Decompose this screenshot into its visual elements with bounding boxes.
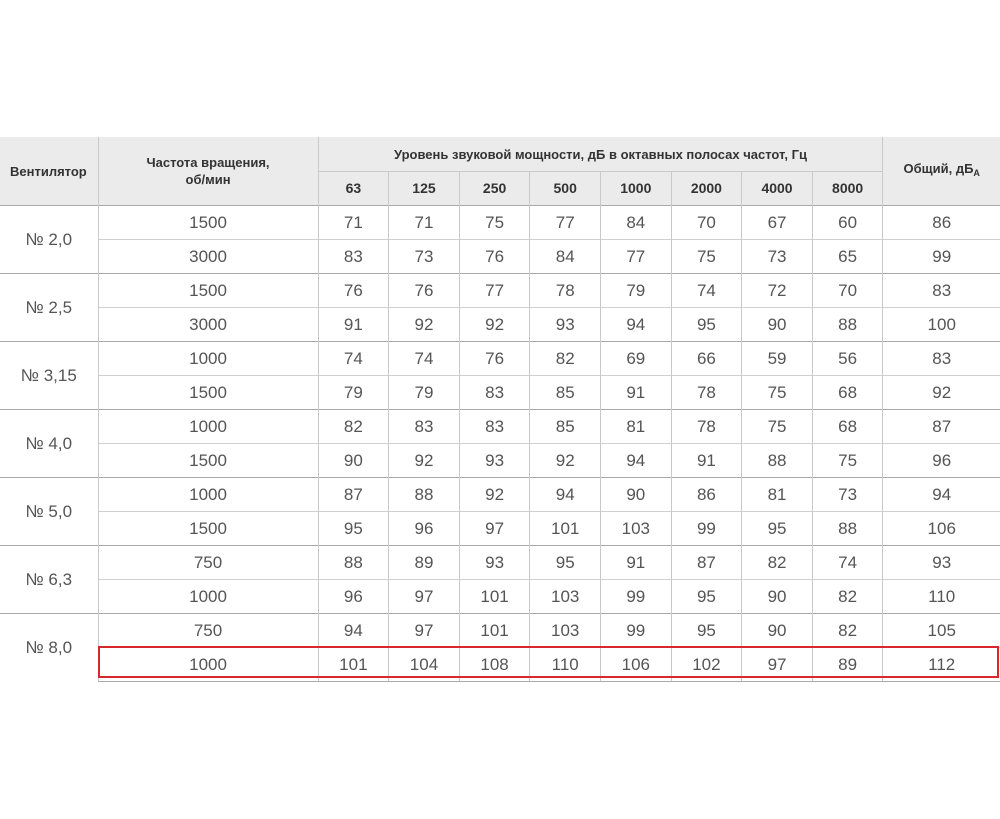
table-row	[0, 546, 1000, 580]
sound-level-cell: 88	[742, 444, 813, 478]
sound-level-cell: 92	[389, 444, 460, 478]
sound-level-cell: 81	[742, 478, 813, 512]
header-band: 500	[530, 172, 601, 206]
total-cell: 94	[883, 478, 1000, 512]
sound-level-cell: 95	[671, 614, 742, 648]
sound-level-cell: 97	[389, 580, 460, 614]
sound-level-cell: 95	[742, 512, 813, 546]
sound-level-cell: 95	[671, 580, 742, 614]
total-cell: 83	[883, 274, 1000, 308]
sound-level-cell: 75	[742, 410, 813, 444]
rpm-cell: 1500	[98, 444, 318, 478]
header-sound-group: Уровень звуковой мощности, дБ в октавных полосах частот, Гц	[318, 137, 883, 172]
sound-level-cell: 89	[812, 648, 883, 682]
sound-power-table-container	[0, 137, 1000, 682]
sound-level-cell: 85	[530, 376, 601, 410]
sound-level-cell: 99	[671, 512, 742, 546]
sound-level-cell: 67	[742, 206, 813, 240]
sound-level-cell: 95	[318, 512, 389, 546]
sound-level-cell: 77	[530, 206, 601, 240]
sound-level-cell: 60	[812, 206, 883, 240]
sound-level-cell: 87	[671, 546, 742, 580]
sound-level-cell: 73	[812, 478, 883, 512]
sound-level-cell: 59	[742, 342, 813, 376]
sound-level-cell: 103	[530, 580, 601, 614]
header-band: 250	[459, 172, 530, 206]
table-row	[0, 376, 1000, 410]
total-cell: 87	[883, 410, 1000, 444]
sound-level-cell: 101	[459, 580, 530, 614]
table-row	[0, 512, 1000, 546]
fan-model-cell: № 6,3	[0, 546, 98, 614]
sound-level-cell: 103	[601, 512, 672, 546]
sound-level-cell: 97	[389, 614, 460, 648]
sound-level-cell: 95	[671, 308, 742, 342]
sound-level-cell: 94	[318, 614, 389, 648]
total-cell: 92	[883, 376, 1000, 410]
rpm-cell: 1500	[98, 206, 318, 240]
table-row	[0, 206, 1000, 240]
table-row	[0, 308, 1000, 342]
sound-level-cell: 94	[601, 308, 672, 342]
sound-level-cell: 75	[812, 444, 883, 478]
sound-level-cell: 102	[671, 648, 742, 682]
sound-level-cell: 91	[671, 444, 742, 478]
sound-level-cell: 73	[389, 240, 460, 274]
sound-level-cell: 79	[389, 376, 460, 410]
sound-level-cell: 73	[742, 240, 813, 274]
header-total	[883, 137, 1000, 206]
sound-level-cell: 96	[318, 580, 389, 614]
sound-level-cell: 90	[601, 478, 672, 512]
rpm-cell: 3000	[98, 308, 318, 342]
sound-level-cell: 106	[601, 648, 672, 682]
sound-level-cell: 75	[671, 240, 742, 274]
sound-level-cell: 81	[601, 410, 672, 444]
header-band: 63	[318, 172, 389, 206]
sound-level-cell: 104	[389, 648, 460, 682]
fan-model-cell: № 2,0	[0, 206, 98, 274]
header-total-label: Общий, дБ	[903, 161, 974, 176]
sound-level-cell: 88	[318, 546, 389, 580]
sound-level-cell: 82	[812, 580, 883, 614]
sound-level-cell: 90	[742, 580, 813, 614]
sound-level-cell: 91	[318, 308, 389, 342]
sound-level-cell: 92	[459, 478, 530, 512]
header-band: 1000	[601, 172, 672, 206]
table-row	[0, 240, 1000, 274]
sound-level-cell: 101	[459, 614, 530, 648]
total-cell: 112	[883, 648, 1000, 682]
sound-level-cell: 93	[459, 444, 530, 478]
rpm-cell: 1500	[98, 274, 318, 308]
sound-level-cell: 83	[459, 376, 530, 410]
sound-level-cell: 110	[530, 648, 601, 682]
rpm-cell: 1000	[98, 410, 318, 444]
sound-level-cell: 78	[671, 410, 742, 444]
total-cell: 100	[883, 308, 1000, 342]
sound-level-cell: 76	[459, 240, 530, 274]
sound-level-cell: 77	[459, 274, 530, 308]
sound-level-cell: 92	[459, 308, 530, 342]
total-cell: 83	[883, 342, 1000, 376]
sound-level-cell: 99	[601, 580, 672, 614]
rpm-cell: 1500	[98, 512, 318, 546]
total-cell: 110	[883, 580, 1000, 614]
sound-level-cell: 90	[742, 614, 813, 648]
sound-level-cell: 70	[812, 274, 883, 308]
sound-level-cell: 92	[389, 308, 460, 342]
sound-level-cell: 93	[530, 308, 601, 342]
header-rpm-line2: об/мин	[185, 172, 231, 187]
sound-level-cell: 77	[601, 240, 672, 274]
sound-level-cell: 82	[318, 410, 389, 444]
sound-level-cell: 74	[318, 342, 389, 376]
sound-level-cell: 68	[812, 410, 883, 444]
sound-level-cell: 65	[812, 240, 883, 274]
sound-level-cell: 97	[742, 648, 813, 682]
sound-level-cell: 95	[530, 546, 601, 580]
rpm-cell: 1000	[98, 648, 318, 682]
fan-model-cell: № 5,0	[0, 478, 98, 546]
sound-level-cell: 88	[812, 308, 883, 342]
sound-level-cell: 91	[601, 376, 672, 410]
sound-level-cell: 99	[601, 614, 672, 648]
sound-level-cell: 103	[530, 614, 601, 648]
rpm-cell: 1500	[98, 376, 318, 410]
sound-level-cell: 83	[389, 410, 460, 444]
sound-level-cell: 96	[389, 512, 460, 546]
fan-model-cell: № 3,15	[0, 342, 98, 410]
header-band: 4000	[742, 172, 813, 206]
sound-level-cell: 94	[601, 444, 672, 478]
sound-level-cell: 72	[742, 274, 813, 308]
sound-level-cell: 71	[318, 206, 389, 240]
sound-level-cell: 92	[530, 444, 601, 478]
header-band: 125	[389, 172, 460, 206]
header-band: 2000	[671, 172, 742, 206]
table-row	[0, 274, 1000, 308]
fan-model-cell: № 8,0	[0, 614, 98, 682]
sound-level-cell: 88	[389, 478, 460, 512]
fan-model-cell: № 4,0	[0, 410, 98, 478]
total-cell: 99	[883, 240, 1000, 274]
sound-level-cell: 89	[389, 546, 460, 580]
sound-level-cell: 75	[742, 376, 813, 410]
sound-level-cell: 76	[389, 274, 460, 308]
sound-level-cell: 69	[601, 342, 672, 376]
sound-level-cell: 87	[318, 478, 389, 512]
sound-level-cell: 79	[318, 376, 389, 410]
rpm-cell: 750	[98, 546, 318, 580]
header-rpm-line1: Частота вращения,	[146, 155, 270, 170]
sound-level-cell: 97	[459, 512, 530, 546]
sound-level-cell: 75	[459, 206, 530, 240]
sound-level-cell: 101	[318, 648, 389, 682]
sound-level-cell: 68	[812, 376, 883, 410]
sound-level-cell: 74	[671, 274, 742, 308]
table-header	[0, 137, 1000, 206]
sound-level-cell: 88	[812, 512, 883, 546]
total-cell: 106	[883, 512, 1000, 546]
sound-level-cell: 74	[389, 342, 460, 376]
sound-level-cell: 83	[459, 410, 530, 444]
total-cell: 96	[883, 444, 1000, 478]
rpm-cell: 1000	[98, 342, 318, 376]
rpm-cell: 1000	[98, 580, 318, 614]
sound-level-cell: 78	[671, 376, 742, 410]
sound-level-cell: 74	[812, 546, 883, 580]
sound-level-cell: 56	[812, 342, 883, 376]
header-fan: Вентилятор	[0, 137, 98, 206]
sound-level-cell: 84	[530, 240, 601, 274]
rpm-cell: 750	[98, 614, 318, 648]
sound-level-cell: 76	[318, 274, 389, 308]
sound-level-cell: 91	[601, 546, 672, 580]
sound-level-cell: 84	[601, 206, 672, 240]
total-cell: 93	[883, 546, 1000, 580]
total-cell: 86	[883, 206, 1000, 240]
sound-level-cell: 90	[318, 444, 389, 478]
table-row	[0, 410, 1000, 444]
sound-level-cell: 79	[601, 274, 672, 308]
table-row	[0, 478, 1000, 512]
sound-level-cell: 82	[812, 614, 883, 648]
sound-level-cell: 94	[530, 478, 601, 512]
table-row	[0, 648, 1000, 682]
sound-level-cell: 66	[671, 342, 742, 376]
sound-level-cell: 82	[742, 546, 813, 580]
table-row	[0, 444, 1000, 478]
table-row	[0, 580, 1000, 614]
sound-level-cell: 93	[459, 546, 530, 580]
header-band: 8000	[812, 172, 883, 206]
sound-level-cell: 82	[530, 342, 601, 376]
sound-level-cell: 71	[389, 206, 460, 240]
sound-power-table	[0, 137, 1000, 682]
sound-level-cell: 83	[318, 240, 389, 274]
fan-model-cell: № 2,5	[0, 274, 98, 342]
table-row	[0, 342, 1000, 376]
total-cell: 105	[883, 614, 1000, 648]
sound-level-cell: 101	[530, 512, 601, 546]
table-body	[0, 206, 1000, 682]
sound-level-cell: 70	[671, 206, 742, 240]
sound-level-cell: 90	[742, 308, 813, 342]
sound-level-cell: 86	[671, 478, 742, 512]
header-total-subscript: А	[973, 168, 980, 178]
sound-level-cell: 78	[530, 274, 601, 308]
table-row	[0, 614, 1000, 648]
sound-level-cell: 108	[459, 648, 530, 682]
sound-level-cell: 85	[530, 410, 601, 444]
rpm-cell: 3000	[98, 240, 318, 274]
sound-level-cell: 76	[459, 342, 530, 376]
rpm-cell: 1000	[98, 478, 318, 512]
header-rpm	[98, 137, 318, 206]
